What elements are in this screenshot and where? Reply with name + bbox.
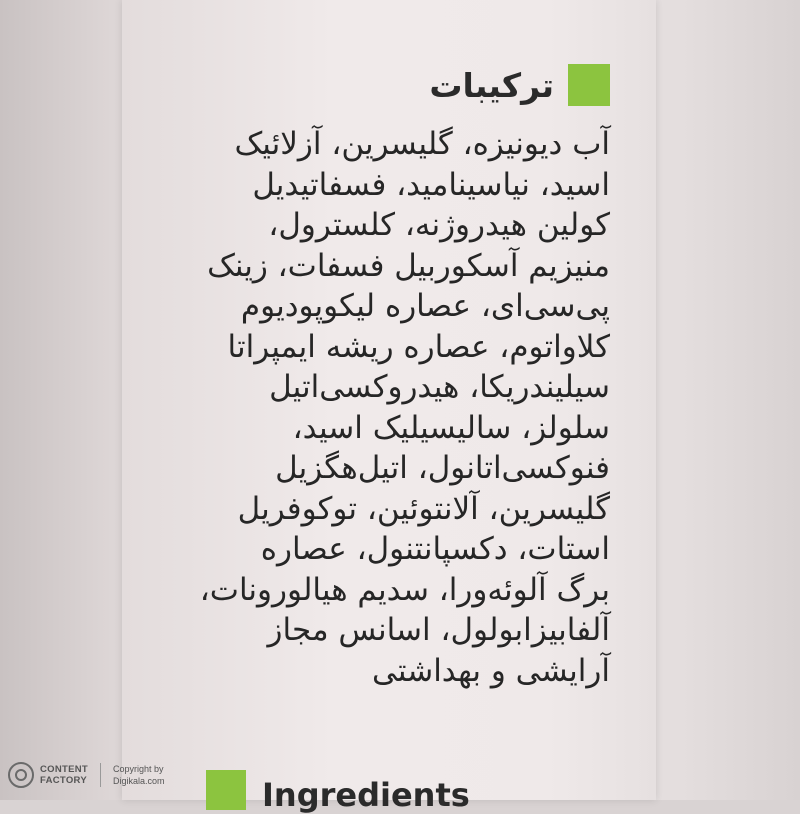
green-square-marker <box>568 64 610 106</box>
ingredient-line: کلاواتوم، عصاره ریشه ایمپراتا <box>227 328 610 365</box>
english-heading: Ingredients <box>262 776 470 814</box>
green-square-marker-bottom <box>206 770 246 810</box>
watermark-divider <box>100 763 101 787</box>
watermark-copyright <box>113 763 165 787</box>
ingredient-line: اسید، نیاسینامید، فسفاتیدیل <box>252 166 610 203</box>
ingredient-line: پی‌سی‌ای، عصاره لیکوپودیوم <box>240 288 610 324</box>
ingredients-text <box>198 124 610 691</box>
ingredient-line: آب دیونیزه، گلیسرین، آزلائیک <box>234 126 610 162</box>
brand-line-2: FACTORY <box>40 775 87 786</box>
ingredient-line: گلیسرین، آلانتوئین، توکوفریل <box>237 490 610 527</box>
ingredient-line: آرایشی و بهداشتی <box>372 652 610 689</box>
ingredient-line: منیزیم آسکوربیل فسفات، زینک <box>207 247 610 284</box>
ingredient-line: برگ آلوئه‌ورا، سدیم هیالورونات، <box>199 571 610 608</box>
heading-text: ترکیبات <box>429 65 554 105</box>
ingredient-line: سیلیندریکا، هیدروکسی‌اتیل <box>269 369 610 405</box>
copyright-line-1: Copyright by <box>113 764 164 774</box>
ingredient-line: کولین هیدروژنه، کلسترول، <box>268 207 610 243</box>
watermark <box>8 762 165 788</box>
ingredient-line: آلفابیزابولول، اسانس مجاز <box>267 612 610 648</box>
ingredient-line: فنوکسی‌اتانول، اتیل‌هگزیل <box>275 450 610 486</box>
ingredient-line: استات، دکسپانتنول، عصاره <box>260 531 610 567</box>
ingredient-line: سلولز، سالیسیلیک اسید، <box>292 409 610 446</box>
watermark-brand <box>40 764 88 786</box>
brand-line-1: CONTENT <box>40 764 89 775</box>
content-factory-logo-icon <box>8 762 34 788</box>
ingredients-heading <box>429 64 610 106</box>
copyright-line-2: Digikala.com <box>113 776 165 786</box>
